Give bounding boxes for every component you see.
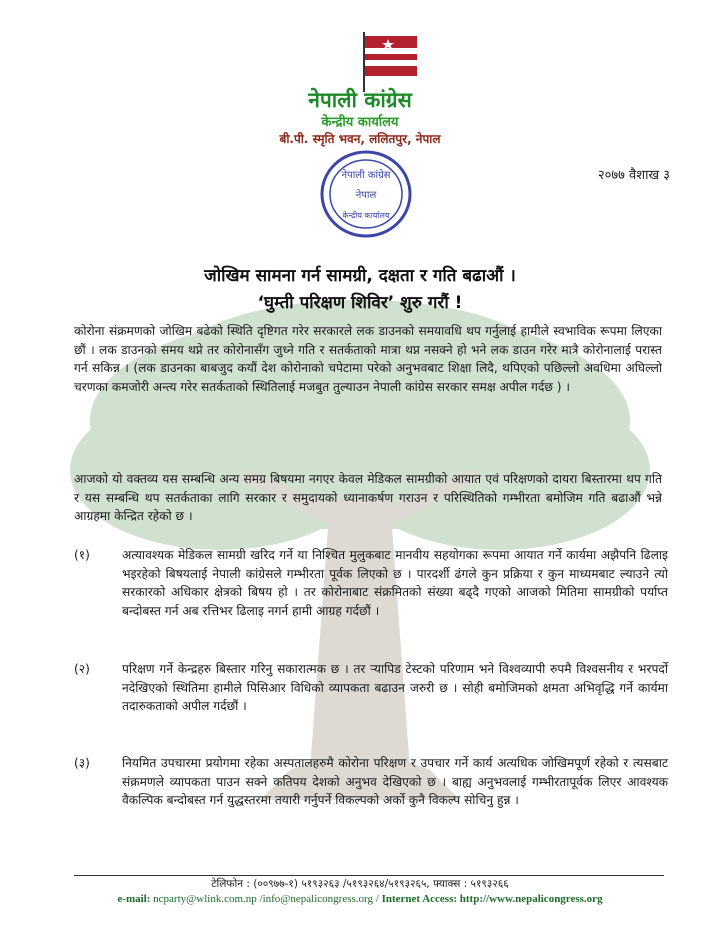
email-value[interactable]: ncparty@wlink.com.np /info@nepalicongress.org / xyxy=(153,893,379,905)
seal-text-mid: नेपाल xyxy=(355,190,377,201)
seal-text-bottom: केन्द्रीय कार्यालय xyxy=(342,211,390,220)
website-link[interactable]: http://www.nepalicongress.org xyxy=(459,893,603,905)
item-number: (२) xyxy=(74,662,90,676)
email-label: e-mail: xyxy=(117,893,151,905)
paragraph-intro: कोरोना संक्रमणको जोखिम बढेको स्थिति दृष्टिगत गरेर सरकारले लक डाउनको समयावधि थप गर्नुलाई हामीले स्वभाविक रूपमा लिएका छौं । लक डाउनको समय थप्ने तर कोरोनासँग जुध्ने गति र सतर्कताको मात्रा थप्न नसक्ने हो भने लक डाउन गरेर मात्रै कोरोनालाई परास्त गर्न सकिन्न । (लक डाउनका बाबजुद कयौं देश कोरोनाको चपेटामा परेको अनुभवबाट शिक्षा लिदै, थपिएको पछिल्लो अवधिमा अघिल्लो चरणका कमजोरी अन्त्य गरेर सतर्कताको स्थितिलाई मजबुत तुल्याउन नेपाली कांग्रेस सरकार समक्ष अपील गर्दछ ) । xyxy=(74,324,662,394)
item-text: अत्यावश्यक मेडिकल सामग्री खरिद गर्ने या निश्चित मुलुकबाट मानवीय सहयोगका रूपमा आयात गर्ने कार्यमा अझैपनि ढिलाइ भइरहेको बिषयलाई नेपाली कांग्रेसले गम्भीरता पूर्वक लिएको छ । पारदर्शी ढंगले कुन प्रक्रिया र कुन माध्यमबाट ल्याउने त्यो सरकारको अधिकार क्षेत्रको बिषय हो । तर कोरोनाबाट संक्रमितको संख्या बढ्दै गएको आजको मितिमा सामग्रीको पर्याप्त बन्दोबस्त गर्न अब रत्तिभर ढिलाइ नगर्न हामी आग्रह गर्दछौं । xyxy=(122,548,668,618)
internet-label: Internet Access: xyxy=(381,893,458,905)
item-number: (१) xyxy=(74,548,90,562)
item-text: नियमित उपचारमा प्रयोगमा रहेका अस्पतालहरुमै कोरोना परिक्षण र उपचार गर्ने कार्य अत्यधिक जोखिमपूर्ण रहेको र त्यसबाट संक्रमणले व्यापकता पाउन सक्ने कतिपय देशको अनुभव देखिएको छ । बाह्य अनुभवलाई गम्भीरतापूर्वक लिएर आवश्यक वैकल्पिक बन्दोबस्त गर्न युद्धस्तरमा तयारी गर्नुपर्ने विकल्पको अर्को कुनै विकल्प सोचिनु हुन्न । xyxy=(122,756,668,807)
document-date: २०७७ वैशाख ३ xyxy=(597,168,670,183)
party-flag-logo xyxy=(344,30,420,94)
paragraph-focus: आजको यो वक्तव्य यस सम्बन्धि अन्य समग्र बिषयमा नगएर केवल मेडिकल सामग्रीको आयात एवं परिक्षणको दायरा बिस्तारमा थप गति र यस सम्बन्धि थप सतर्कताका लागि सरकार र समुदायको ध्यानाकर्षण गराउन र परिस्थितिको गम्भीरता बमोजिम गति बढाऔं भन्ने आग्रहमा केन्द्रित रहेको छ । xyxy=(74,472,662,523)
footer-divider xyxy=(74,875,664,876)
office-address: बी.पी. स्मृति भवन, ललितपुर, नेपाल xyxy=(279,132,441,146)
item-number: (३) xyxy=(74,756,90,770)
org-name: नेपाली कांग्रेस xyxy=(308,88,412,112)
item-text: परिक्षण गर्ने केन्द्रहरु बिस्तार गरिनु सकारात्मक छ । तर र्‍यापिड टेस्टको परिणाम भने विश्वव्यापी रुपमै विश्वसनीय र भरपर्दो नदेखिएको स्थितिमा हामीले पिसिआर विधिको व्यापकता बढाउन जरुरी छ । सोही बमोजिमको क्षमता अभिवृद्धि गर्ने कार्यमा तदारुकताको अपील गर्दछौं । xyxy=(122,662,668,713)
headline-line-2: ‘घुम्ती परिक्षण शिविर’ शुरु गरौं ! xyxy=(257,293,463,313)
seal-text-top: नेपाली कांग्रेस xyxy=(341,170,391,181)
headline-line-1: जोखिम सामना गर्न सामग्री, दक्षता र गति बढाऔं । xyxy=(204,266,516,286)
footer-phone: टेलिफोन : (००९७७-१) ५१९३२६३ /५१९३२६४/५१९३२६५, फ्याक्स : ५१९३२६६ xyxy=(211,878,509,890)
footer-contact xyxy=(0,893,720,905)
office-name: केन्द्रीय कार्यालय xyxy=(321,115,399,130)
official-seal xyxy=(318,148,414,240)
